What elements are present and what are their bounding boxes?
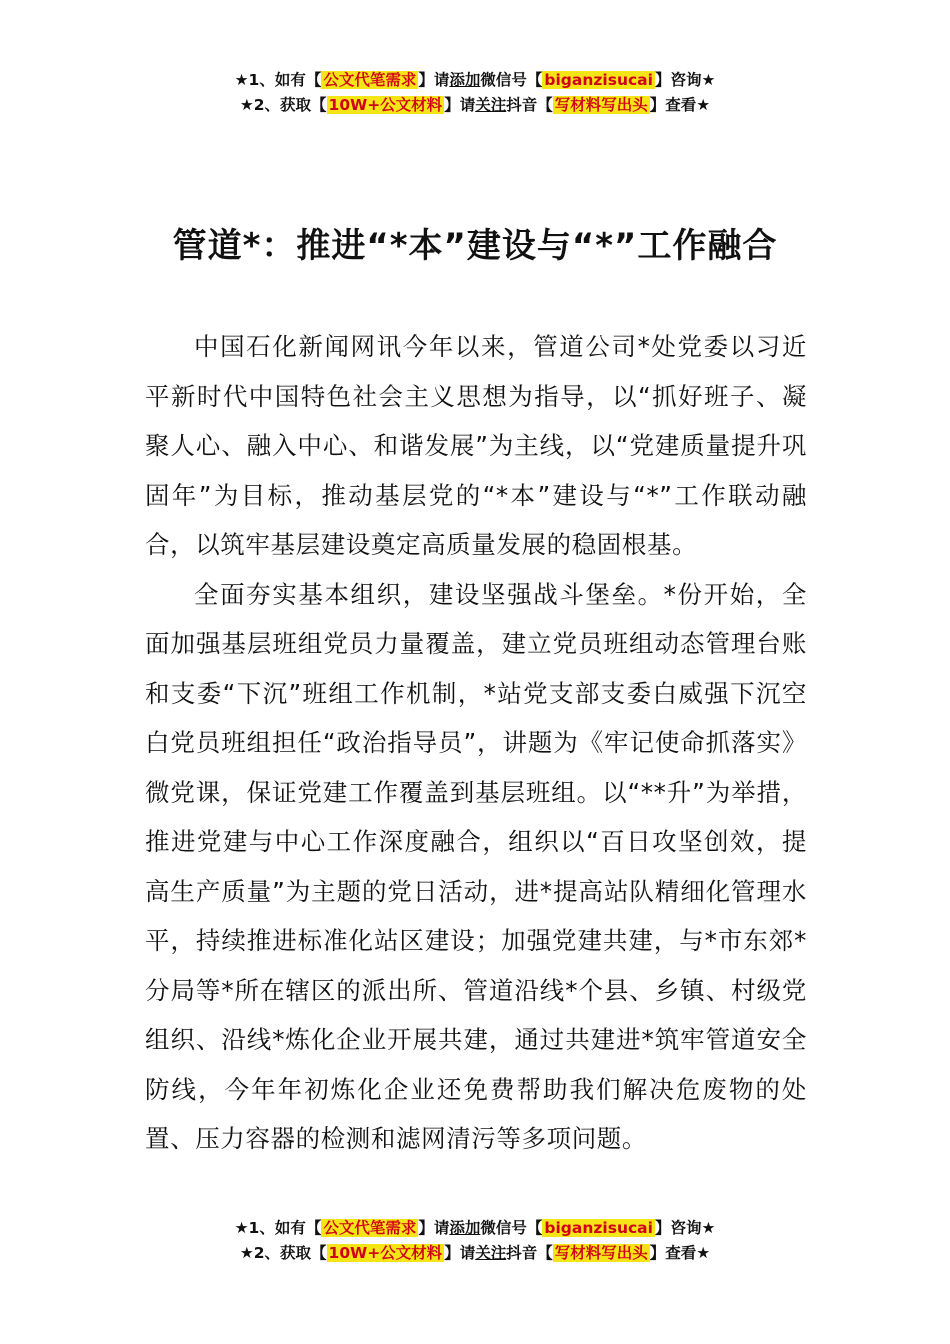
- promo-text: 微信号【: [480, 71, 543, 89]
- promo-text: ★1、如有【: [234, 71, 322, 89]
- highlight-materials: 10W+公文材料: [328, 96, 443, 114]
- promo-line-1: [0, 1216, 950, 1241]
- document-body: [145, 322, 807, 1164]
- promo-line-1: [0, 68, 950, 93]
- highlight-douyin-account: 写材料写出头: [554, 1244, 648, 1262]
- promo-text: 】请: [444, 1244, 476, 1262]
- promo-line-2: [0, 1241, 950, 1266]
- underline-follow: 关注: [475, 96, 507, 114]
- promo-line-2: [0, 93, 950, 118]
- promo-text: ★1、如有【: [234, 1219, 322, 1237]
- promo-text: 】请: [444, 96, 476, 114]
- promo-text: 抖音【: [506, 1244, 553, 1262]
- promo-banner-top: [0, 68, 950, 118]
- highlight-wechat-id: biganzisucai: [544, 1219, 653, 1237]
- underline-add: 添加: [449, 71, 481, 89]
- underline-add: 添加: [449, 1219, 481, 1237]
- underline-follow: 关注: [475, 1244, 507, 1262]
- paragraph: 全面夯实基本组织，建设坚强战斗堡垒。*份开始，全面加强基层班组党员力量覆盖，建立党员班组动态管理台账和支委“下沉”班组工作机制，*站党支部支委白威强下沉空白党员班组担任“政治指导员”，讲题为《牢记使命抓落实》微党课，保证党建工作覆盖到基层班组。以“**升”为举措，推进党建与中心工作深度融合，组织以“百日攻坚创效，提高生产质量”为主题的党日活动，进*提高站队精细化管理水平，持续推进标准化站区建设；加强党建共建，与*市东郊*分局等*所在辖区的派出所、管道沿线*个县、乡镇、村级党组织、沿线*炼化企业开展共建，通过共建进*筑牢管道安全防线，今年年初炼化企业还免费帮助我们解决危废物的处置、压力容器的检测和滤网清污等多项问题。: [145, 579, 807, 1153]
- highlight-wechat-id: biganzisucai: [544, 71, 653, 89]
- highlight-douyin-account: 写材料写出头: [554, 96, 648, 114]
- promo-text: 】咨询★: [654, 1219, 716, 1237]
- promo-text: 】咨询★: [654, 71, 716, 89]
- promo-text: ★2、获取【: [239, 1244, 327, 1262]
- promo-text: 微信号【: [480, 1219, 543, 1237]
- promo-banner-bottom: [0, 1216, 950, 1266]
- promo-text: 】查看★: [649, 96, 711, 114]
- promo-text: 】请: [418, 71, 450, 89]
- promo-text: 】查看★: [649, 1244, 711, 1262]
- highlight-ghostwriting: 公文代笔需求: [323, 1219, 417, 1237]
- promo-text: 抖音【: [506, 96, 553, 114]
- highlight-materials: 10W+公文材料: [328, 1244, 443, 1262]
- paragraph: 中国石化新闻网讯今年以来，管道公司*处党委以习近平新时代中国特色社会主义思想为指导，以“抓好班子、凝聚人心、融入中心、和谐发展”为主线，以“党建质量提升巩固年”为目标，推动基层党的“*本”建设与“*”工作联动融合，以筑牢基层建设奠定高质量发展的稳固根基。: [145, 332, 807, 559]
- promo-text: ★2、获取【: [239, 96, 327, 114]
- document-title: 管道*：推进“*本”建设与“*”工作融合: [172, 226, 778, 266]
- highlight-ghostwriting: 公文代笔需求: [323, 71, 417, 89]
- promo-text: 】请: [418, 1219, 450, 1237]
